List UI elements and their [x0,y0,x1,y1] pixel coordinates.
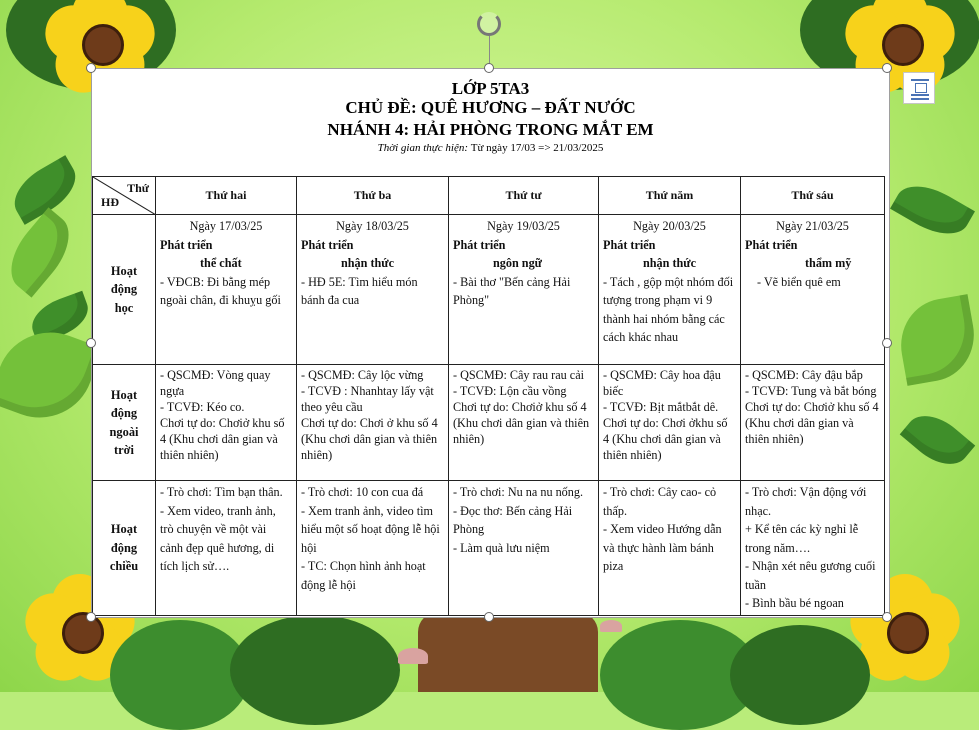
resize-handle-right[interactable] [882,338,892,348]
theme-title: CHỦ ĐỀ: QUÊ HƯƠNG – ĐẤT NƯỚC [345,98,636,117]
time-label: Thời gian thực hiện: [377,142,468,154]
schedule-cell: - Trò chơi: Nu na nu nống. - Đọc thơ: Bến cảng Hải Phòng - Làm quà lưu niệm [449,481,599,616]
row-header: Hoạt động ngoài trời [93,365,156,481]
schedule-cell: - Trò chơi: 10 con cua đá - Xem tranh ảnh, video tìm hiểu một số hoạt động lễ hội hội - TC: Chọn hình ảnh hoạt động lễ hội [297,481,449,616]
schedule-cell: - QSCMĐ: Cây đậu bắp - TCVĐ: Tung và bắt bóng Chơi tự do: Chơiở khu số 4 (Khu chơi dân gian và thiên nhiên) [741,365,885,481]
bush-decoration [730,625,870,725]
time-range [92,142,889,154]
bush-decoration [110,620,250,730]
schedule-cell: - QSCMĐ: Cây hoa đậu biếc - TCVĐ: Bịt mắtbắt dê. Chơi tự do: Chơi ởkhu số 4 (Khu chơi dân gian và thiên nhiên) [599,365,741,481]
resize-handle-top-right[interactable] [882,63,892,73]
schedule-cell: - QSCMĐ: Vòng quay ngựa - TCVĐ: Kéo co. Chơi tự do: Chơiở khu số 4 (Khu chơi dân gian và thiên nhiên) [156,365,297,481]
schedule-cell: - Trò chơi: Tìm bạn thân. - Xem video, tranh ảnh, trò chuyện về một vài cảnh đẹp quê hương, di tích lịch sử…. [156,481,297,616]
table-row [93,365,885,481]
mushroom-decoration [600,620,622,632]
corner-top-label: Thứ [127,181,149,195]
row-header: Hoạt động chiều [93,481,156,616]
row-header: Hoạt động học [93,215,156,365]
schedule-table [92,176,885,616]
day-header: Thứ năm [599,177,741,215]
resize-handle-top[interactable] [484,63,494,73]
day-header: Thứ sáu [741,177,885,215]
day-header: Thứ ba [297,177,449,215]
corner-bottom-label: HĐ [101,194,119,209]
schedule-cell: - QSCMĐ: Cây rau rau cải - TCVĐ: Lộn cầu vồng Chơi tự do: Chơiở khu số 4 (Khu chơi dân gian và thiên nhiên) [449,365,599,481]
tree-stump-decoration [418,612,598,692]
document-frame[interactable] [91,68,890,618]
branch-title: NHÁNH 4: HẢI PHÒNG TRONG MẮT EM [327,120,654,139]
schedule-cell: Ngày 20/03/25 Phát triển nhận thức - Tách , gộp một nhóm đối tượng trong phạm vi 9 thành hai nhóm bằng các cách khác nhau [599,215,741,365]
resize-handle-left[interactable] [86,338,96,348]
schedule-cell: - QSCMĐ: Cây lộc vừng - TCVĐ : Nhanhtay lấy vật theo yêu cầu Chơi tự do: Chơi ở khu số 4 (Khu chơi dân gian và thiên nhiên) [297,365,449,481]
table-row [93,215,885,365]
time-value: Từ ngày 17/03 => 21/03/2025 [470,142,604,154]
rotate-icon[interactable] [477,12,501,36]
schedule-cell: - Trò chơi: Cây cao- cỏ thấp. - Xem video Hướng dẫn và thực hành làm bánh piza [599,481,741,616]
day-header: Thứ tư [449,177,599,215]
corner-header [93,177,156,215]
class-name: LỚP 5TA3 [451,79,530,98]
resize-handle-top-left[interactable] [86,63,96,73]
schedule-cell: Ngày 19/03/25 Phát triển ngôn ngữ - Bài thơ "Bến cảng Hải Phòng" [449,215,599,365]
mushroom-decoration [398,648,428,664]
schedule-cell: Ngày 18/03/25 Phát triển nhận thức - HĐ 5E: Tìm hiểu món bánh đa cua [297,215,449,365]
day-header: Thứ hai [156,177,297,215]
bush-decoration [230,615,400,725]
layout-options-icon[interactable] [903,72,935,104]
table-row [93,481,885,616]
resize-handle-bottom-left[interactable] [86,612,96,622]
resize-handle-bottom[interactable] [484,612,494,622]
schedule-cell: Ngày 21/03/25 Phát triển thẩm mỹ - Vẽ biển quê em [741,215,885,365]
resize-handle-bottom-right[interactable] [882,612,892,622]
rotate-connector [489,36,490,64]
schedule-cell: Ngày 17/03/25 Phát triển thể chất - VĐCB: Đi bằng mép ngoài chân, đi khuỵu gối [156,215,297,365]
schedule-cell: - Trò chơi: Vận động với nhạc. + Kể tên các kỳ nghỉ lễ trong năm…. - Nhận xét nêu gương cuối tuần - Bình bầu bé ngoan [741,481,885,616]
